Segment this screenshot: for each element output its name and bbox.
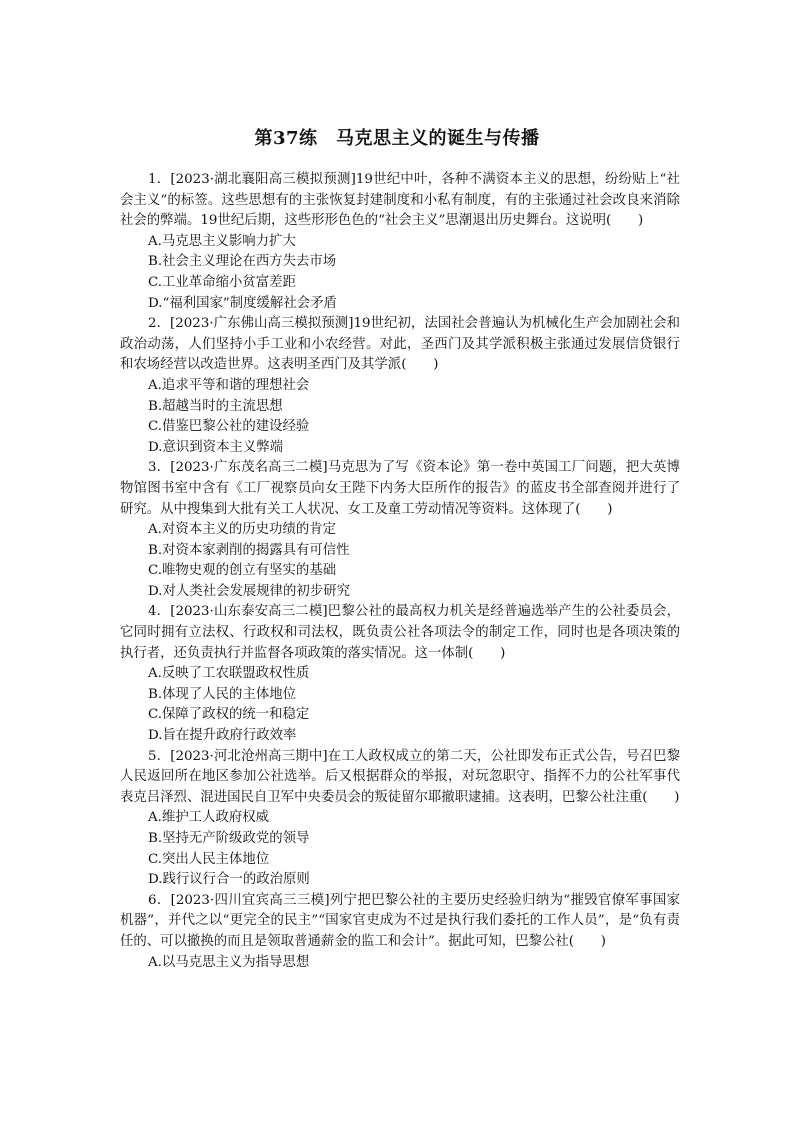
option-a: A.维护工人政府权威 bbox=[148, 810, 270, 826]
question-stem: 3．[2023·广东茂名高三二模]马克思为了写《资本论》第一卷中英国工厂问题，把大英博物馆图书室中含有《工厂视察员向女王陛下内务大臣所作的报告》的蓝皮书全部查阅并进行了研究。从中搜集到大批有关工人状况、女工及童工劳动情况等资料。这体现了( ) bbox=[120, 460, 680, 517]
question-1 bbox=[120, 170, 680, 314]
option-b: B.社会主义理论在西方失去市场 bbox=[148, 254, 337, 270]
option-b: B.超越当时的主流思想 bbox=[148, 398, 283, 414]
question-4 bbox=[120, 602, 680, 746]
question-stem: 6．[2023·四川宜宾高三三模]列宁把巴黎公社的主要历史经验归纳为“摧毁官僚军事国家机器”，并代之以“更完全的民主”“国家官吏成为不过是执行我们委托的工作人员”，是“负有责任的、可以撤换的而且是领取普通薪金的监工和会计”。据此可知，巴黎公社( ) bbox=[120, 892, 680, 949]
option-d: D.意识到资本主义弊端 bbox=[148, 439, 284, 455]
question-5 bbox=[120, 747, 680, 891]
page-title: 第37练 马克思主义的诞生与传播 bbox=[254, 128, 540, 149]
option-b: B.对资本家剥削的揭露具有可信性 bbox=[148, 542, 350, 558]
option-a: A.追求平等和谐的理想社会 bbox=[148, 377, 310, 393]
option-c: C.借鉴巴黎公社的建设经验 bbox=[148, 419, 310, 435]
option-a: A.反映了工农联盟政权性质 bbox=[148, 666, 310, 682]
option-b: B.体现了人民的主体地位 bbox=[148, 686, 297, 702]
option-a: A.以马克思主义为指导思想 bbox=[148, 954, 310, 970]
option-c: C.保障了政权的统一和稳定 bbox=[148, 707, 310, 723]
question-stem: 1．[2023·湖北襄阳高三模拟预测]19世纪中叶，各种不满资本主义的思想，纷纷贴上“社会主义”的标签。这些思想有的主张恢复封建制度和小私有制度，有的主张通过社会改良来消除社会的弊端。19世纪后期，这些形形色色的“社会主义”思潮退出历史舞台。这说明( ) bbox=[120, 172, 680, 229]
question-stem: 2．[2023·广东佛山高三模拟预测]19世纪初，法国社会普遍认为机械化生产会加剧社会和政治动荡，人们坚持小手工业和小农经营。对此，圣西门及其学派积极主张通过发展信贷银行和农场经营以改造世界。这表明圣西门及其学派( ) bbox=[120, 316, 680, 373]
question-stem: 4．[2023·山东泰安高三二模]巴黎公社的最高权力机关是经普遍选举产生的公社委员会，它同时拥有立法权、行政权和司法权，既负责公社各项法令的制定工作，同时也是各项决策的执行者，还负责执行并监督各项政策的落实情况。这一体制( ) bbox=[120, 604, 680, 661]
question-3 bbox=[120, 458, 680, 602]
option-d: D.“福利国家”制度缓解社会矛盾 bbox=[148, 295, 337, 311]
option-d: D.对人类社会发展规律的初步研究 bbox=[148, 583, 350, 599]
option-d: D.践行议行合一的政治原则 bbox=[148, 872, 310, 888]
question-stem: 5．[2023·河北沧州高三期中]在工人政权成立的第二天，公社即发布正式公告，号召巴黎人民返回所在地区参加公社选举。后又根据群众的举报，对玩忽职守、指挥不力的公社军事代表克吕泽烈、混进国民自卫军中央委员会的叛徒留尔耶撤职逮捕。这表明，巴黎公社注重( ) bbox=[120, 748, 680, 805]
question-6 bbox=[120, 891, 680, 973]
question-list bbox=[120, 170, 680, 973]
question-2 bbox=[120, 314, 680, 458]
option-c: C.突出人民主体地位 bbox=[148, 851, 270, 867]
option-c: C.工业革命缩小贫富差距 bbox=[148, 274, 296, 290]
option-d: D.旨在提升政府行政效率 bbox=[148, 728, 297, 744]
option-a: A.马克思主义影响力扩大 bbox=[148, 233, 296, 249]
option-c: C.唯物史观的创立有坚实的基础 bbox=[148, 563, 337, 579]
option-a: A.对资本主义的历史功绩的肯定 bbox=[148, 522, 337, 538]
option-b: B.坚持无产阶级政党的领导 bbox=[148, 831, 310, 846]
